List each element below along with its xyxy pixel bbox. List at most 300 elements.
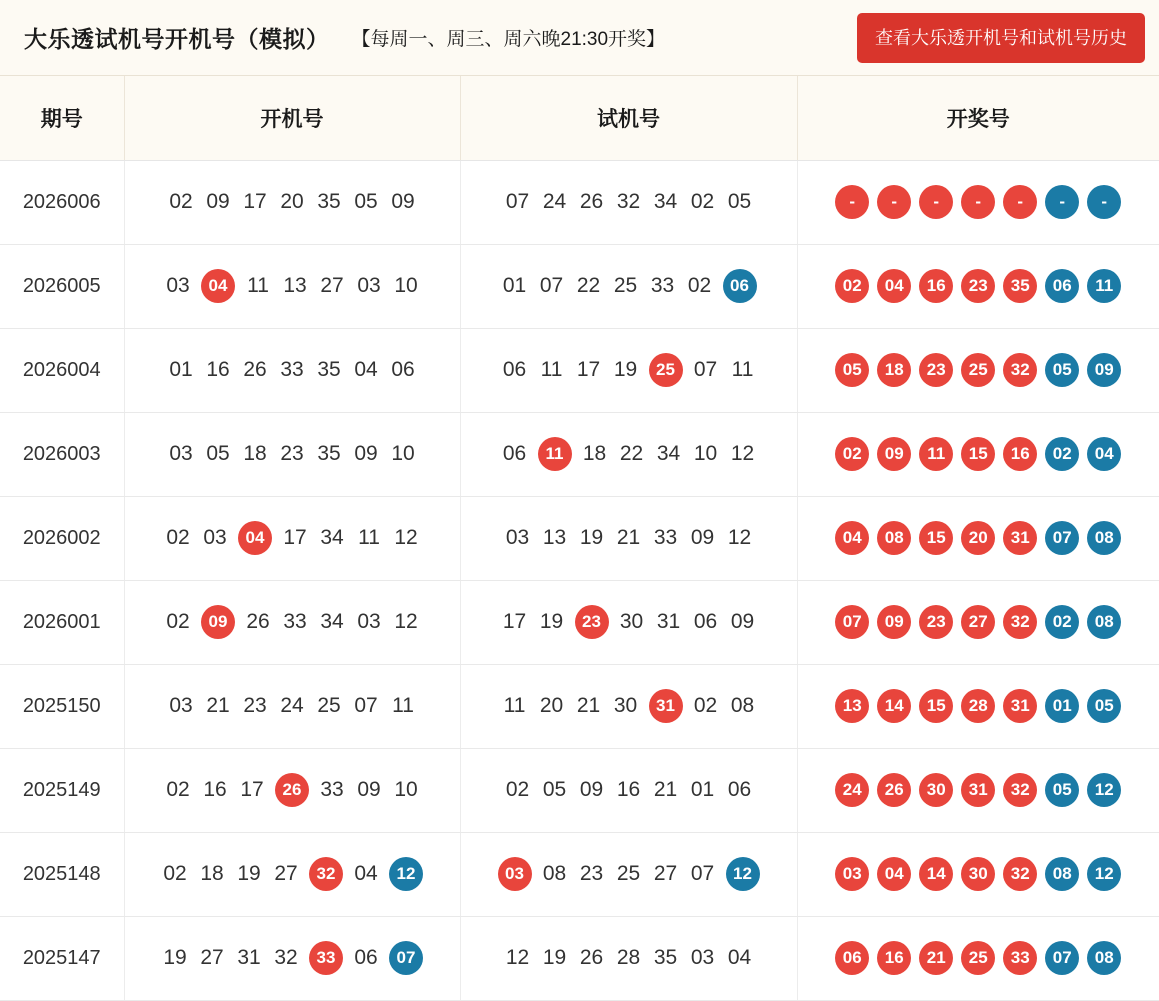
cell-draw-numbers (797, 916, 1159, 1000)
plain-number: 11 (392, 694, 414, 717)
number-list (126, 750, 459, 831)
plain-number: 28 (616, 946, 641, 969)
plain-number: 35 (317, 190, 341, 213)
plain-number: 26 (246, 610, 270, 633)
plain-number: 06 (502, 358, 527, 381)
plain-number: 23 (280, 442, 304, 465)
plain-number: 26 (579, 190, 604, 213)
plain-number: 02 (166, 778, 190, 801)
number-list (799, 498, 1159, 579)
red-ball: 26 (275, 773, 309, 807)
issue-number: 2025150 (22, 694, 101, 717)
issue-number: 2025148 (22, 862, 101, 885)
view-history-button[interactable]: 查看大乐透开机号和试机号历史 (857, 13, 1145, 63)
plain-number: 10 (391, 442, 415, 465)
issue-number: 2026004 (22, 358, 101, 381)
red-ball: 04 (877, 269, 911, 303)
plain-number: 02 (690, 190, 715, 213)
plain-number: 16 (616, 778, 641, 801)
blue-ball: 05 (1045, 773, 1079, 807)
number-list (126, 666, 459, 747)
plain-number: 06 (727, 778, 752, 801)
red-ball: 30 (919, 773, 953, 807)
plain-number: 18 (243, 442, 267, 465)
number-list (462, 498, 796, 579)
table-header (0, 76, 1159, 160)
number-list (799, 750, 1159, 831)
blue-ball: 11 (1087, 269, 1121, 303)
plain-number: 33 (320, 778, 344, 801)
number-list (462, 834, 796, 915)
cell-test-numbers (460, 244, 797, 328)
blue-ball: 12 (389, 857, 423, 891)
red-ball: 32 (1003, 857, 1037, 891)
number-list (126, 582, 459, 663)
red-ball: 24 (835, 773, 869, 807)
table-row (0, 328, 1159, 412)
plain-number: 19 (539, 610, 564, 633)
red-ball: 11 (919, 437, 953, 471)
blue-ball: 02 (1045, 437, 1079, 471)
plain-number: 22 (576, 274, 601, 297)
issue-number: 2026005 (22, 274, 101, 297)
cell-open-numbers (124, 916, 460, 1000)
blue-ball: 06 (1045, 269, 1079, 303)
red-ball: 23 (919, 605, 953, 639)
plain-number: 17 (502, 610, 527, 633)
issue-number: 2026003 (22, 442, 101, 465)
red-ball: 21 (919, 941, 953, 975)
plain-number: 35 (317, 358, 341, 381)
cell-open-numbers (124, 160, 460, 244)
cell-open-numbers (124, 748, 460, 832)
cell-test-numbers (460, 664, 797, 748)
red-ball: - (877, 185, 911, 219)
cell-issue (0, 664, 124, 748)
plain-number: 10 (394, 274, 418, 297)
cell-test-numbers (460, 496, 797, 580)
issue-number: 2025149 (22, 778, 101, 801)
plain-number: 03 (203, 526, 227, 549)
blue-ball: 05 (1045, 353, 1079, 387)
red-ball: 25 (961, 353, 995, 387)
cell-test-numbers (460, 412, 797, 496)
red-ball: 33 (309, 941, 343, 975)
column-header-open: 开机号 (124, 76, 460, 160)
red-ball: 14 (919, 857, 953, 891)
plain-number: 33 (650, 274, 675, 297)
plain-number: 02 (166, 610, 190, 633)
plain-number: 12 (730, 442, 755, 465)
plain-number: 09 (354, 442, 378, 465)
plain-number: 05 (206, 442, 230, 465)
plain-number: 04 (354, 862, 378, 885)
plain-number: 10 (693, 442, 718, 465)
table-header-row (0, 76, 1159, 160)
plain-number: 19 (613, 358, 638, 381)
number-list (126, 918, 459, 999)
table-row (0, 916, 1159, 1000)
red-ball: 09 (877, 605, 911, 639)
number-list (462, 666, 796, 747)
plain-number: 05 (542, 778, 567, 801)
cell-draw-numbers (797, 412, 1159, 496)
plain-number: 32 (616, 190, 641, 213)
cell-open-numbers (124, 832, 460, 916)
plain-number: 19 (163, 946, 187, 969)
plain-number: 11 (247, 274, 269, 297)
plain-number: 27 (320, 274, 344, 297)
red-ball: - (835, 185, 869, 219)
red-ball: 04 (201, 269, 235, 303)
draw-schedule-note: 【每周一、周三、周六晚21:30开奖】 (351, 29, 666, 50)
red-ball: 28 (961, 689, 995, 723)
blue-ball: 01 (1045, 689, 1079, 723)
cell-test-numbers (460, 328, 797, 412)
cell-issue (0, 832, 124, 916)
cell-draw-numbers (797, 664, 1159, 748)
cell-test-numbers (460, 832, 797, 916)
plain-number: 33 (653, 526, 678, 549)
plain-number: 23 (243, 694, 267, 717)
plain-number: 11 (540, 358, 563, 381)
blue-ball: 02 (1045, 605, 1079, 639)
plain-number: 09 (690, 526, 715, 549)
number-list (799, 246, 1159, 327)
plain-number: 06 (391, 358, 415, 381)
number-list (799, 414, 1159, 495)
red-ball: 18 (877, 353, 911, 387)
page-title: 大乐透试机号开机号（模拟） (24, 26, 330, 52)
table-row (0, 244, 1159, 328)
plain-number: 06 (693, 610, 718, 633)
plain-number: 13 (542, 526, 567, 549)
cell-draw-numbers (797, 328, 1159, 412)
red-ball: 15 (919, 689, 953, 723)
number-list (799, 918, 1159, 999)
number-list (462, 582, 796, 663)
plain-number: 08 (730, 694, 755, 717)
plain-number: 05 (354, 190, 378, 213)
plain-number: 24 (280, 694, 304, 717)
red-ball: 15 (919, 521, 953, 555)
blue-ball: 07 (1045, 521, 1079, 555)
plain-number: 19 (237, 862, 261, 885)
blue-ball: 08 (1087, 605, 1121, 639)
cell-draw-numbers (797, 160, 1159, 244)
red-ball: - (919, 185, 953, 219)
plain-number: 10 (394, 778, 418, 801)
plain-number: 19 (542, 946, 567, 969)
plain-number: 25 (317, 694, 341, 717)
plain-number: 11 (358, 526, 380, 549)
plain-number: 02 (687, 274, 712, 297)
number-list (799, 162, 1159, 243)
cell-issue (0, 328, 124, 412)
cell-issue (0, 244, 124, 328)
blue-ball: 07 (1045, 941, 1079, 975)
red-ball: 23 (919, 353, 953, 387)
plain-number: 02 (169, 190, 193, 213)
blue-ball: 08 (1087, 941, 1121, 975)
number-list (126, 246, 459, 327)
plain-number: 05 (727, 190, 752, 213)
cell-draw-numbers (797, 832, 1159, 916)
plain-number: 20 (280, 190, 304, 213)
red-ball: 09 (201, 605, 235, 639)
cell-open-numbers (124, 580, 460, 664)
plain-number: 07 (539, 274, 564, 297)
plain-number: 02 (505, 778, 530, 801)
number-list (799, 582, 1159, 663)
plain-number: 17 (243, 190, 267, 213)
plain-number: 19 (579, 526, 604, 549)
red-ball: 31 (1003, 689, 1037, 723)
red-ball: 16 (919, 269, 953, 303)
plain-number: 03 (166, 274, 190, 297)
blue-ball: 12 (726, 857, 760, 891)
cell-draw-numbers (797, 496, 1159, 580)
red-ball: 15 (961, 437, 995, 471)
number-list (462, 414, 796, 495)
plain-number: 02 (163, 862, 187, 885)
cell-open-numbers (124, 664, 460, 748)
table-row (0, 160, 1159, 244)
red-ball: 32 (1003, 605, 1037, 639)
issue-number: 2025147 (22, 946, 101, 969)
plain-number: 18 (582, 442, 607, 465)
cell-open-numbers (124, 412, 460, 496)
plain-number: 01 (169, 358, 193, 381)
lottery-table (0, 76, 1159, 1001)
cell-issue (0, 748, 124, 832)
plain-number: 27 (274, 862, 298, 885)
plain-number: 03 (690, 946, 715, 969)
plain-number: 16 (203, 778, 227, 801)
plain-number: 11 (731, 358, 754, 381)
plain-number: 27 (200, 946, 224, 969)
plain-number: 07 (693, 358, 718, 381)
plain-number: 13 (283, 274, 307, 297)
plain-number: 07 (690, 862, 715, 885)
plain-number: 12 (505, 946, 530, 969)
blue-ball: 06 (723, 269, 757, 303)
plain-number: 34 (320, 610, 344, 633)
red-ball: - (1003, 185, 1037, 219)
cell-test-numbers (460, 160, 797, 244)
table-body (0, 160, 1159, 1000)
plain-number: 03 (357, 610, 381, 633)
number-list (126, 330, 459, 411)
table-row (0, 832, 1159, 916)
cell-issue (0, 580, 124, 664)
plain-number: 33 (280, 358, 304, 381)
red-ball: 32 (309, 857, 343, 891)
table-row (0, 748, 1159, 832)
red-ball: 23 (961, 269, 995, 303)
plain-number: 07 (354, 694, 378, 717)
number-list (126, 162, 459, 243)
plain-number: 11 (503, 694, 526, 717)
number-list (462, 330, 796, 411)
plain-number: 34 (653, 190, 678, 213)
blue-ball: 04 (1087, 437, 1121, 471)
plain-number: 27 (653, 862, 678, 885)
red-ball: 08 (877, 521, 911, 555)
cell-test-numbers (460, 748, 797, 832)
red-ball: 32 (1003, 773, 1037, 807)
red-ball: 05 (835, 353, 869, 387)
red-ball: 31 (649, 689, 683, 723)
number-list (799, 330, 1159, 411)
number-list (126, 414, 459, 495)
blue-ball: 07 (389, 941, 423, 975)
red-ball: - (961, 185, 995, 219)
red-ball: 04 (835, 521, 869, 555)
plain-number: 09 (579, 778, 604, 801)
red-ball: 02 (835, 437, 869, 471)
red-ball: 26 (877, 773, 911, 807)
number-list (126, 834, 459, 915)
number-list (799, 666, 1159, 747)
cell-open-numbers (124, 328, 460, 412)
plain-number: 21 (653, 778, 678, 801)
cell-draw-numbers (797, 244, 1159, 328)
plain-number: 04 (354, 358, 378, 381)
plain-number: 17 (283, 526, 307, 549)
plain-number: 06 (354, 946, 378, 969)
red-ball: 11 (538, 437, 572, 471)
red-ball: 03 (835, 857, 869, 891)
cell-issue (0, 496, 124, 580)
red-ball: 13 (835, 689, 869, 723)
number-list (462, 246, 796, 327)
red-ball: 33 (1003, 941, 1037, 975)
cell-draw-numbers (797, 580, 1159, 664)
red-ball: 16 (1003, 437, 1037, 471)
issue-number: 2026006 (22, 190, 101, 213)
page-header (0, 0, 1159, 76)
red-ball: 25 (649, 353, 683, 387)
plain-number: 09 (391, 190, 415, 213)
plain-number: 01 (690, 778, 715, 801)
plain-number: 07 (505, 190, 530, 213)
plain-number: 17 (240, 778, 264, 801)
red-ball: 07 (835, 605, 869, 639)
blue-ball: - (1087, 185, 1121, 219)
cell-draw-numbers (797, 748, 1159, 832)
plain-number: 30 (613, 694, 638, 717)
plain-number: 35 (653, 946, 678, 969)
plain-number: 09 (206, 190, 230, 213)
cell-test-numbers (460, 580, 797, 664)
cell-issue (0, 412, 124, 496)
plain-number: 03 (169, 694, 193, 717)
red-ball: 03 (498, 857, 532, 891)
plain-number: 26 (243, 358, 267, 381)
red-ball: 16 (877, 941, 911, 975)
red-ball: 14 (877, 689, 911, 723)
column-header-draw: 开奖号 (797, 76, 1159, 160)
number-list (126, 498, 459, 579)
plain-number: 33 (283, 610, 307, 633)
table-row (0, 496, 1159, 580)
plain-number: 30 (619, 610, 644, 633)
plain-number: 12 (394, 610, 418, 633)
plain-number: 34 (320, 526, 344, 549)
blue-ball: 12 (1087, 773, 1121, 807)
red-ball: 23 (575, 605, 609, 639)
plain-number: 21 (576, 694, 601, 717)
red-ball: 32 (1003, 353, 1037, 387)
plain-number: 21 (616, 526, 641, 549)
number-list (462, 750, 796, 831)
red-ball: 06 (835, 941, 869, 975)
blue-ball: 08 (1087, 521, 1121, 555)
red-ball: 02 (835, 269, 869, 303)
plain-number: 06 (502, 442, 527, 465)
table-row (0, 580, 1159, 664)
plain-number: 02 (693, 694, 718, 717)
plain-number: 22 (619, 442, 644, 465)
plain-number: 02 (166, 526, 190, 549)
cell-issue (0, 160, 124, 244)
blue-ball: - (1045, 185, 1079, 219)
cell-test-numbers (460, 916, 797, 1000)
number-list (799, 834, 1159, 915)
cell-issue (0, 916, 124, 1000)
issue-number: 2026002 (22, 526, 101, 549)
blue-ball: 12 (1087, 857, 1121, 891)
table-row (0, 664, 1159, 748)
plain-number: 09 (730, 610, 755, 633)
blue-ball: 09 (1087, 353, 1121, 387)
number-list (462, 918, 796, 999)
red-ball: 04 (877, 857, 911, 891)
red-ball: 25 (961, 941, 995, 975)
plain-number: 01 (502, 274, 527, 297)
plain-number: 12 (394, 526, 418, 549)
blue-ball: 05 (1087, 689, 1121, 723)
plain-number: 09 (357, 778, 381, 801)
plain-number: 32 (274, 946, 298, 969)
cell-open-numbers (124, 244, 460, 328)
plain-number: 03 (357, 274, 381, 297)
red-ball: 09 (877, 437, 911, 471)
plain-number: 03 (169, 442, 193, 465)
plain-number: 26 (579, 946, 604, 969)
red-ball: 20 (961, 521, 995, 555)
cell-open-numbers (124, 496, 460, 580)
red-ball: 35 (1003, 269, 1037, 303)
number-list (462, 162, 796, 243)
red-ball: 31 (1003, 521, 1037, 555)
plain-number: 21 (206, 694, 230, 717)
plain-number: 35 (317, 442, 341, 465)
table-row (0, 412, 1159, 496)
plain-number: 20 (539, 694, 564, 717)
plain-number: 12 (727, 526, 752, 549)
plain-number: 24 (542, 190, 567, 213)
plain-number: 08 (542, 862, 567, 885)
plain-number: 16 (206, 358, 230, 381)
red-ball: 04 (238, 521, 272, 555)
column-header-test: 试机号 (460, 76, 797, 160)
red-ball: 31 (961, 773, 995, 807)
plain-number: 04 (727, 946, 752, 969)
plain-number: 25 (613, 274, 638, 297)
red-ball: 30 (961, 857, 995, 891)
